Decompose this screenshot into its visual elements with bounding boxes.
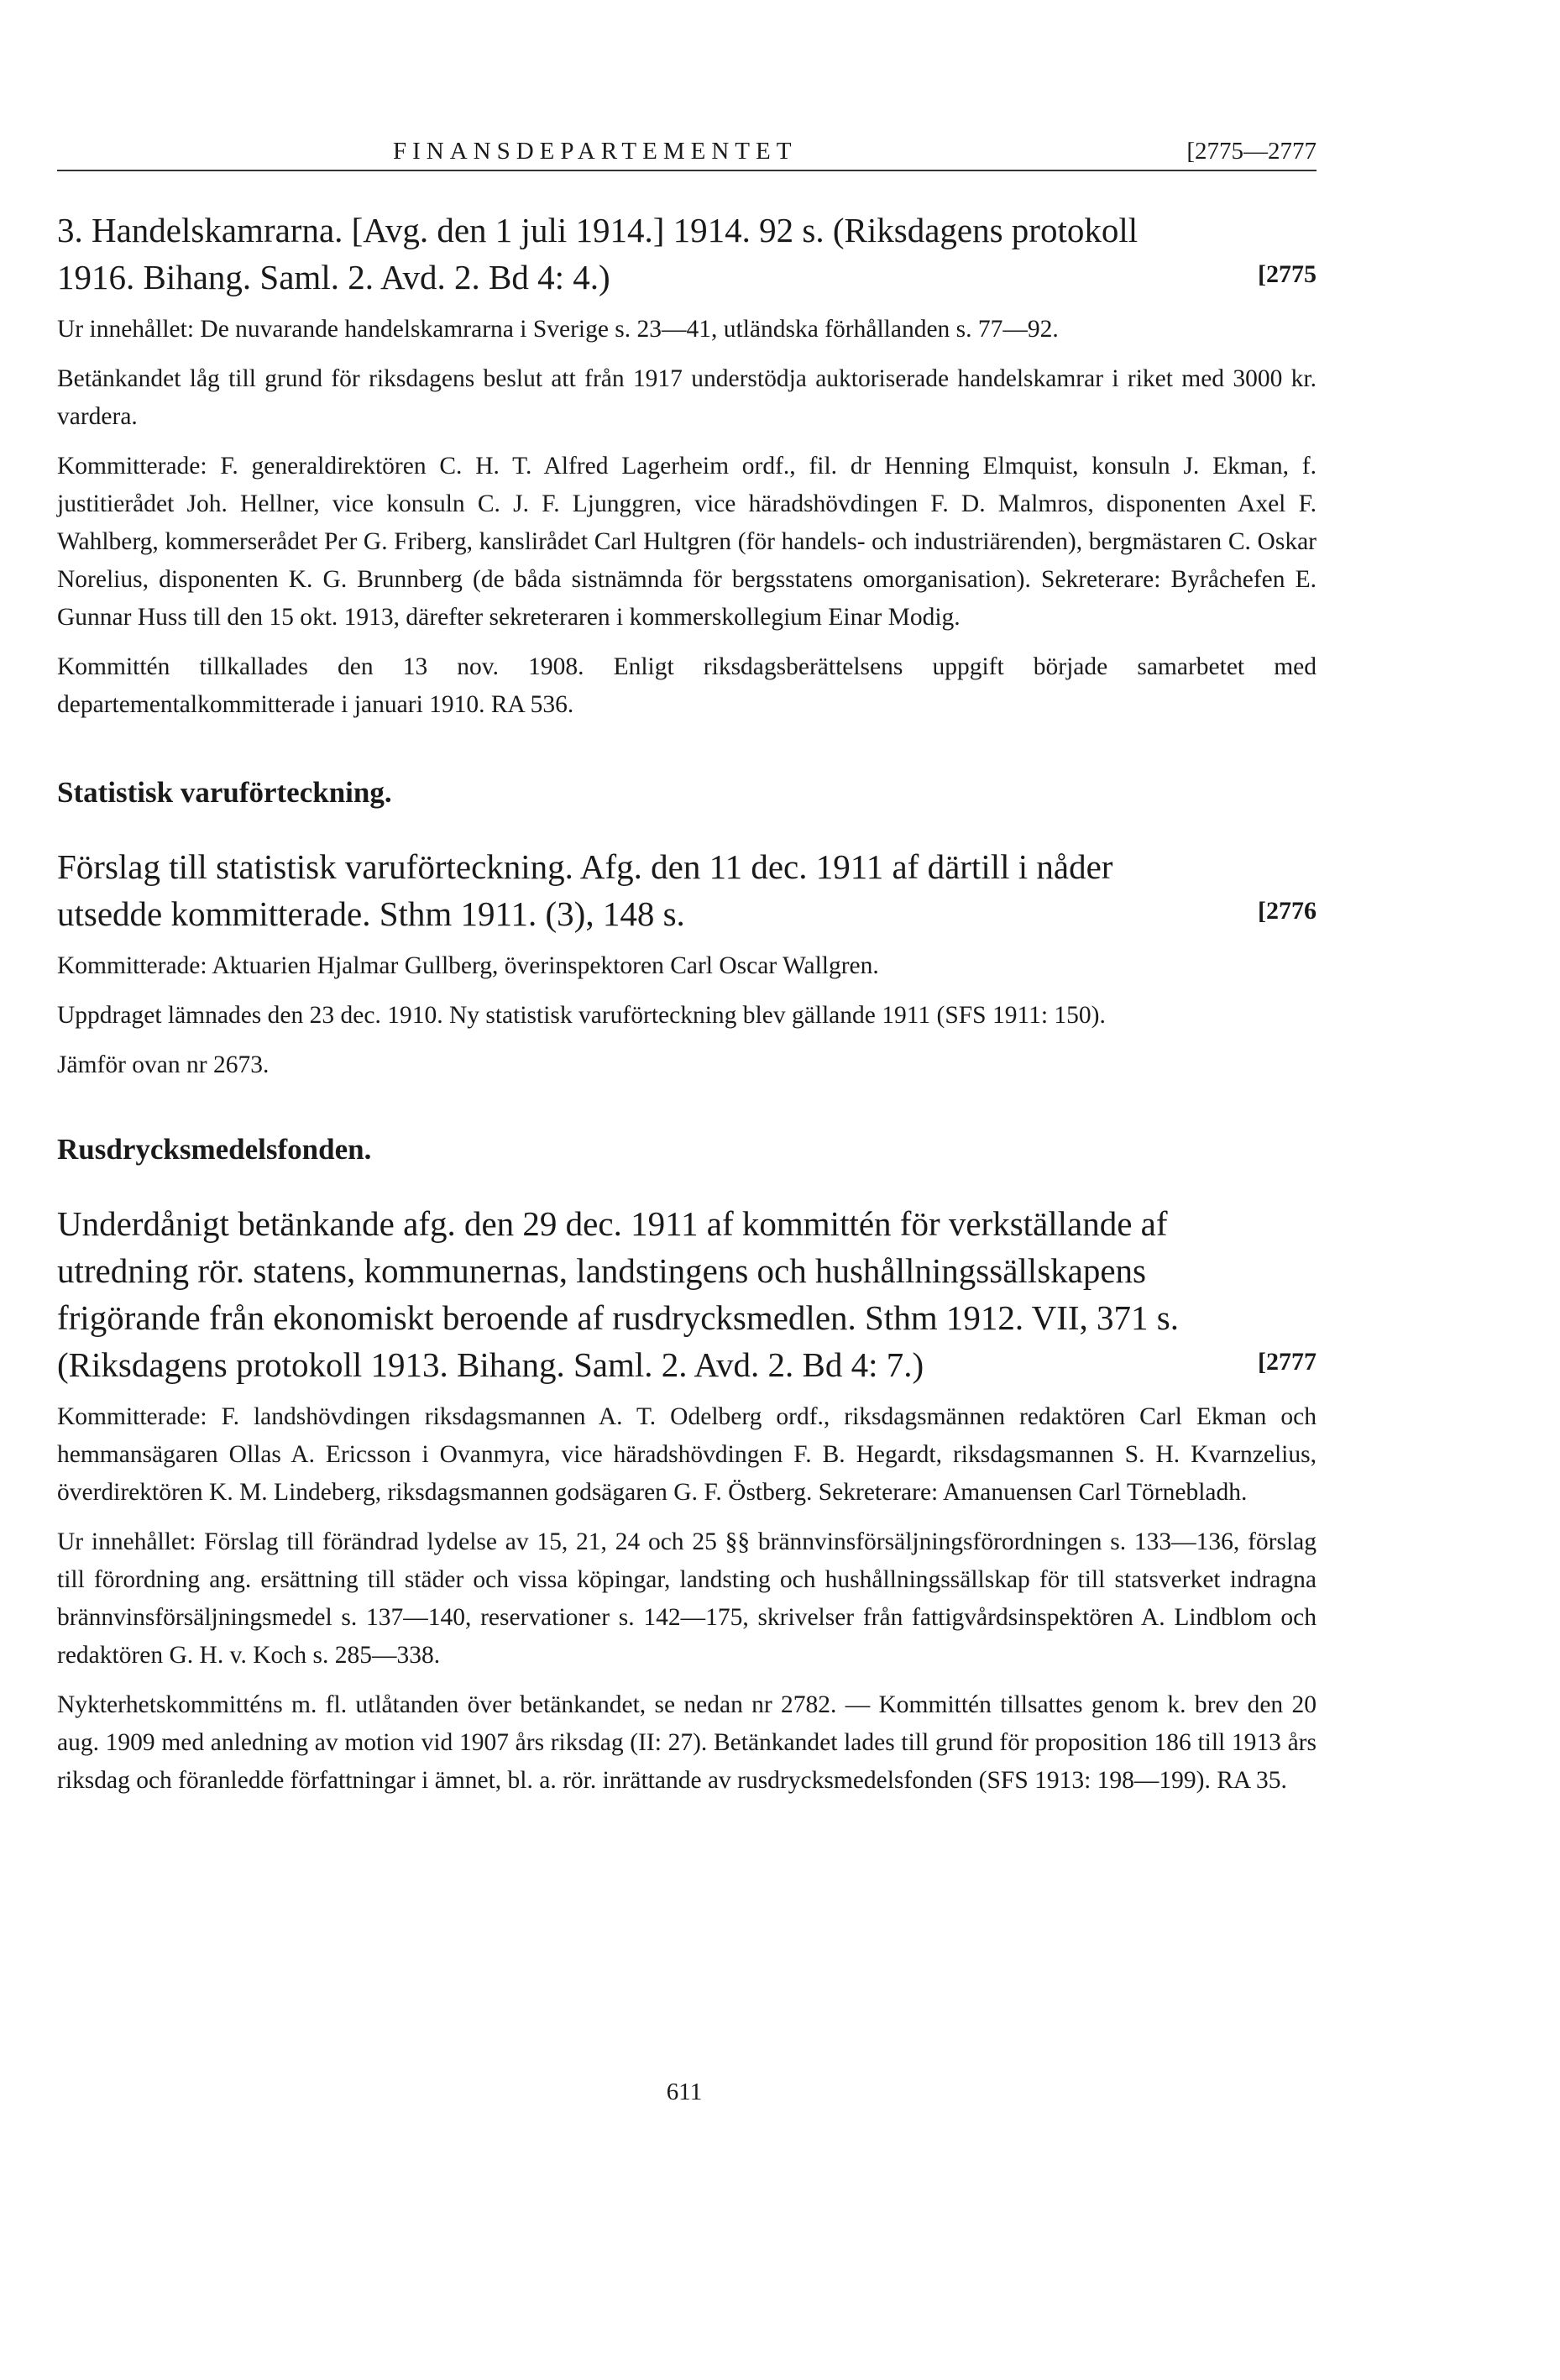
- paragraph: Nykterhetskommitténs m. fl. utlåtanden över betänkandet, se nedan nr 2782. — Kommittén tillsattes genom k. brev den 20 aug. 1909 med anledning av motion vid 1907 års riksdag (II: 27). Betänkandet lades till grund för proposition 186 till 1913 års riksdag och föranledde författningar i ämnet, bl. a. rör. inrättande av rusdrycksmedelsfonden (SFS 1913: 198—199). RA 35.: [57, 1691, 1317, 1794]
- entry-number: [2776: [1258, 897, 1317, 925]
- paragraph: Kommitterade: F. landshövdingen riksdagsmannen A. T. Odelberg ordf., riksdagsmännen redaktören Carl Ekman och hemmansägaren Ollas A. Ericsson i Ovanmyra, vice häradshövdingen F. B. Hegardt, riksdagsmannen S. H. Kvarnzelius, överdirektören K. M. Lindeberg, riksdagsmannen godsägaren G. F. Östberg. Sekreterare: Amanuensen Carl Törnebladh.: [57, 1403, 1317, 1506]
- entry-number: [2775: [1258, 260, 1317, 288]
- entry-number: [2777: [1258, 1348, 1317, 1376]
- paragraph: Ur innehållet: Förslag till förändrad lydelse av 15, 21, 24 och 25 §§ brännvinsförsäljningsförordningen s. 133—136, förslag till förordning ang. ersättning till städer och vissa köpingar, landsting och hushållningssällskap för till statsverket indragna brännvinsförsäljningsmedel s. 137—140, reservationer s. 142—175, skrivelser från fattigvårdsinspektören A. Lindblom och redaktören G. H. v. Koch s. 285—338.: [57, 1528, 1317, 1669]
- section-heading: Rusdrycksmedelsfonden.: [57, 1133, 372, 1166]
- paragraph: Ur innehållet: De nuvarande handelskamrarna i Sverige s. 23—41, utländska förhållanden s. 77—92.: [57, 316, 1059, 343]
- entry-2776: [57, 843, 1317, 1084]
- paragraph: Kommitterade: Aktuarien Hjalmar Gullberg, överinspektoren Carl Oscar Wallgren.: [57, 952, 879, 979]
- paragraph: Kommittén tillkallades den 13 nov. 1908. Enligt riksdagsberättelsens uppgift började samarbetet med departementalkommitterade i januari 1910. RA 536.: [57, 653, 1317, 718]
- entry-2777: [57, 1200, 1317, 1800]
- running-header: [57, 126, 1317, 171]
- running-header-title: FINANSDEPARTEMENTET: [393, 138, 798, 165]
- paragraph: Jämför ovan nr 2673.: [57, 1051, 270, 1078]
- paragraph: Kommitterade: F. generaldirektören C. H. T. Alfred Lagerheim ordf., fil. dr Henning Elmquist, konsuln J. Ekman, f. justitierådet Joh. Hellner, vice konsuln C. J. F. Ljunggren, vice häradshövdingen F. D. Malmros, disponenten Axel F. Wahlberg, kommerserådet Per G. Friberg, kanslirådet Carl Hultgren (för handels- och industriärenden), bergmästaren C. Oskar Norelius, disponenten K. G. Brunnberg (de båda sistnämnda för bergsstatens omorganisation). Sekreterare: Byråchefen E. Gunnar Huss till den 15 okt. 1913, därefter sekreteraren i kommerskollegium Einar Modig.: [57, 453, 1317, 631]
- paragraph: Betänkandet låg till grund för riksdagens beslut att från 1917 understödja auktoriserade handelskamrar i riket med 3000 kr. vardera.: [57, 365, 1317, 430]
- section-heading: Statistisk varuförteckning.: [57, 776, 392, 809]
- page-number: 611: [666, 2079, 703, 2105]
- entry-2775: [57, 207, 1317, 724]
- entry-title: Underdånigt betänkande afg. den 29 dec. 1911 af kommittén för verkställande af utredning rör. statens, kommunernas, landstingens och hushållningssällskapens frigörande från ekonomiskt beroende af rusdrycksmedlen. Sthm 1912. VII, 371 s. (Riksdagens protokoll 1913. Bihang. Saml. 2. Avd. 2. Bd 4: 7.): [57, 1204, 1179, 1384]
- page-body: [57, 126, 1317, 1800]
- entry-title: 3. Handelskamrarna. [Avg. den 1 juli 1914.] 1914. 92 s. (Riksdagens protokoll 1916. Bihang. Saml. 2. Avd. 2. Bd 4: 4.): [57, 211, 1139, 296]
- paragraph: Uppdraget lämnades den 23 dec. 1910. Ny statistisk varuförteckning blev gällande 1911 (SFS 1911: 150).: [57, 1002, 1106, 1029]
- entry-title: Förslag till statistisk varuförteckning. Afg. den 11 dec. 1911 af därtill i nåder utsedde kommitterade. Sthm 1911. (3), 148 s.: [57, 847, 1113, 933]
- running-header-range: [2775—2777: [1186, 138, 1317, 165]
